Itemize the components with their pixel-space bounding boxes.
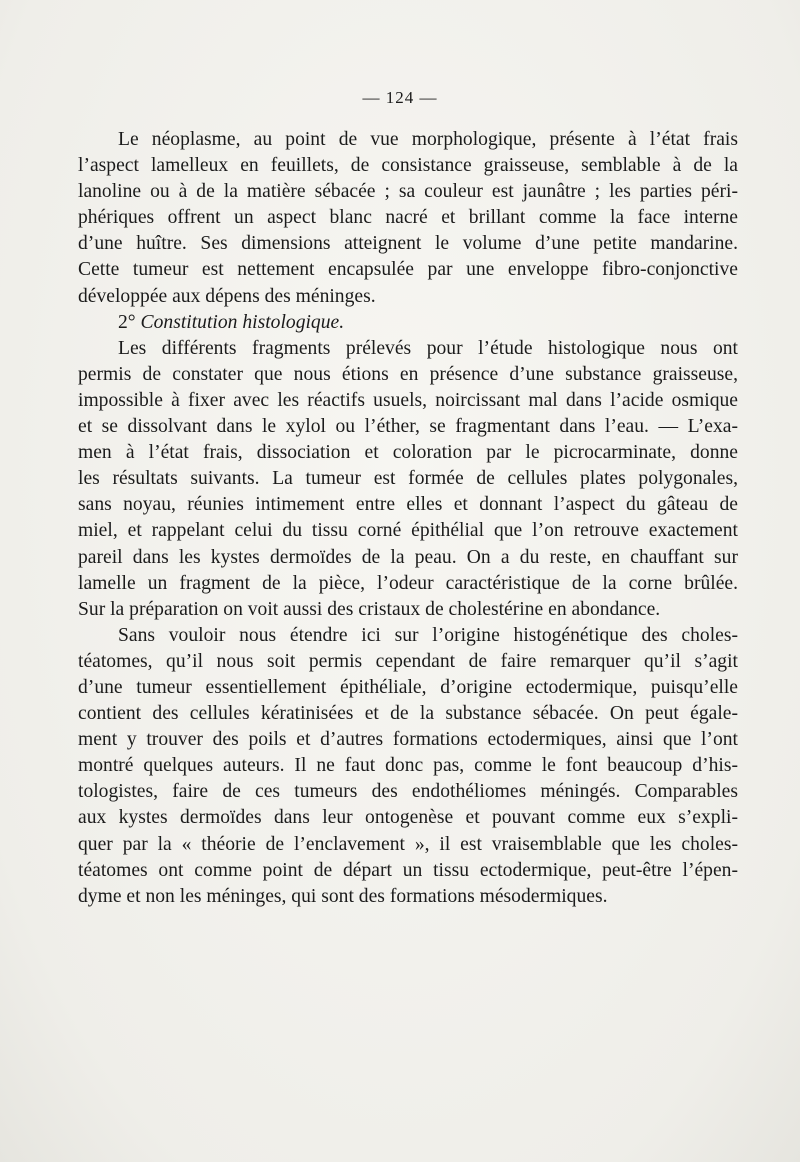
text-line: men à l’état frais, dissociation et coloration par le picrocarminate, donne xyxy=(78,442,738,464)
text-line: lamelle un fragment de la pièce, l’odeur caractéristique de la corne brûlée. xyxy=(78,572,738,594)
section-number: 2° xyxy=(118,311,136,333)
text-line: Cette tumeur est nettement encapsulée par une enveloppe fibro-conjonctive xyxy=(78,259,738,281)
text-line: phériques offrent un aspect blanc nacré et brillant comme la face interne xyxy=(78,207,738,229)
text-line: pareil dans les kystes dermoïdes de la peau. On a du reste, en chauffant sur xyxy=(78,546,738,568)
paragraph-1 xyxy=(78,127,738,310)
body-text xyxy=(78,127,738,910)
text-line: dyme et non les méninges, qui sont des formations mésodermiques. xyxy=(78,885,608,907)
text-line: les résultats suivants. La tumeur est formée de cellules plates polygonales, xyxy=(78,468,738,490)
text-line: miel, et rappelant celui du tissu corné épithélial que l’on retrouve exactement xyxy=(78,520,738,542)
text-line: sans noyau, réunies intimement entre elles et donnant l’aspect du gâteau de xyxy=(78,494,738,516)
text-line: aux kystes dermoïdes dans leur ontogenèse et pouvant comme eux s’expli- xyxy=(78,807,738,829)
text-line: contient des cellules kératinisées et de la substance sébacée. On peut égale- xyxy=(78,703,738,725)
text-line: d’une huître. Ses dimensions atteignent le volume d’une petite mandarine. xyxy=(78,233,738,255)
text-line: téatomes, qu’il nous soit permis cependant de faire remarquer qu’il s’agit xyxy=(78,650,738,672)
page-number: — 124 — xyxy=(362,88,438,107)
text-line: l’aspect lamelleux en feuillets, de consistance graisseuse, semblable à de la xyxy=(78,155,738,177)
text-line: impossible à fixer avec les réactifs usuels, noircissant mal dans l’acide osmique xyxy=(78,389,738,411)
text-line: Sans vouloir nous étendre ici sur l’origine histogénétique des choles- xyxy=(118,624,738,646)
section-title: Constitution histologique. xyxy=(140,311,345,333)
text-line: ment y trouver des poils et d’autres formations ectodermiques, ainsi que l’ont xyxy=(78,729,738,751)
text-line: permis de constater que nous étions en présence d’une substance graisseuse, xyxy=(78,363,738,385)
paragraph-2 xyxy=(78,336,738,623)
text-line: lanoline ou à de la matière sébacée ; sa couleur est jaunâtre ; les parties péri- xyxy=(78,181,738,203)
text-line: Le néoplasme, au point de vue morphologique, présente à l’état frais xyxy=(118,129,738,150)
section-heading xyxy=(78,310,738,336)
text-line: et se dissolvant dans le xylol ou l’éther, se fragmentant dans l’eau. — L’exa- xyxy=(78,416,738,438)
text-line: montré quelques auteurs. Il ne faut donc pas, comme le font beaucoup d’his- xyxy=(78,755,738,777)
paragraph-3 xyxy=(78,623,738,910)
text-line: tologistes, faire de ces tumeurs des endothéliomes méningés. Comparables xyxy=(78,781,738,803)
text-line: Les différents fragments prélevés pour l’étude histologique nous ont xyxy=(118,337,738,359)
text-line: quer par la « théorie de l’enclavement », il est vraisemblable que les choles- xyxy=(78,833,738,855)
text-line: Sur la préparation on voit aussi des cristaux de cholestérine en abondance. xyxy=(78,598,661,620)
text-line: développée aux dépens des méninges. xyxy=(78,285,376,307)
text-line: téatomes ont comme point de départ un tissu ectodermique, peut-être l’épen- xyxy=(78,859,738,881)
text-line: d’une tumeur essentiellement épithéliale, d’origine ectodermique, puisqu’elle xyxy=(78,676,738,698)
